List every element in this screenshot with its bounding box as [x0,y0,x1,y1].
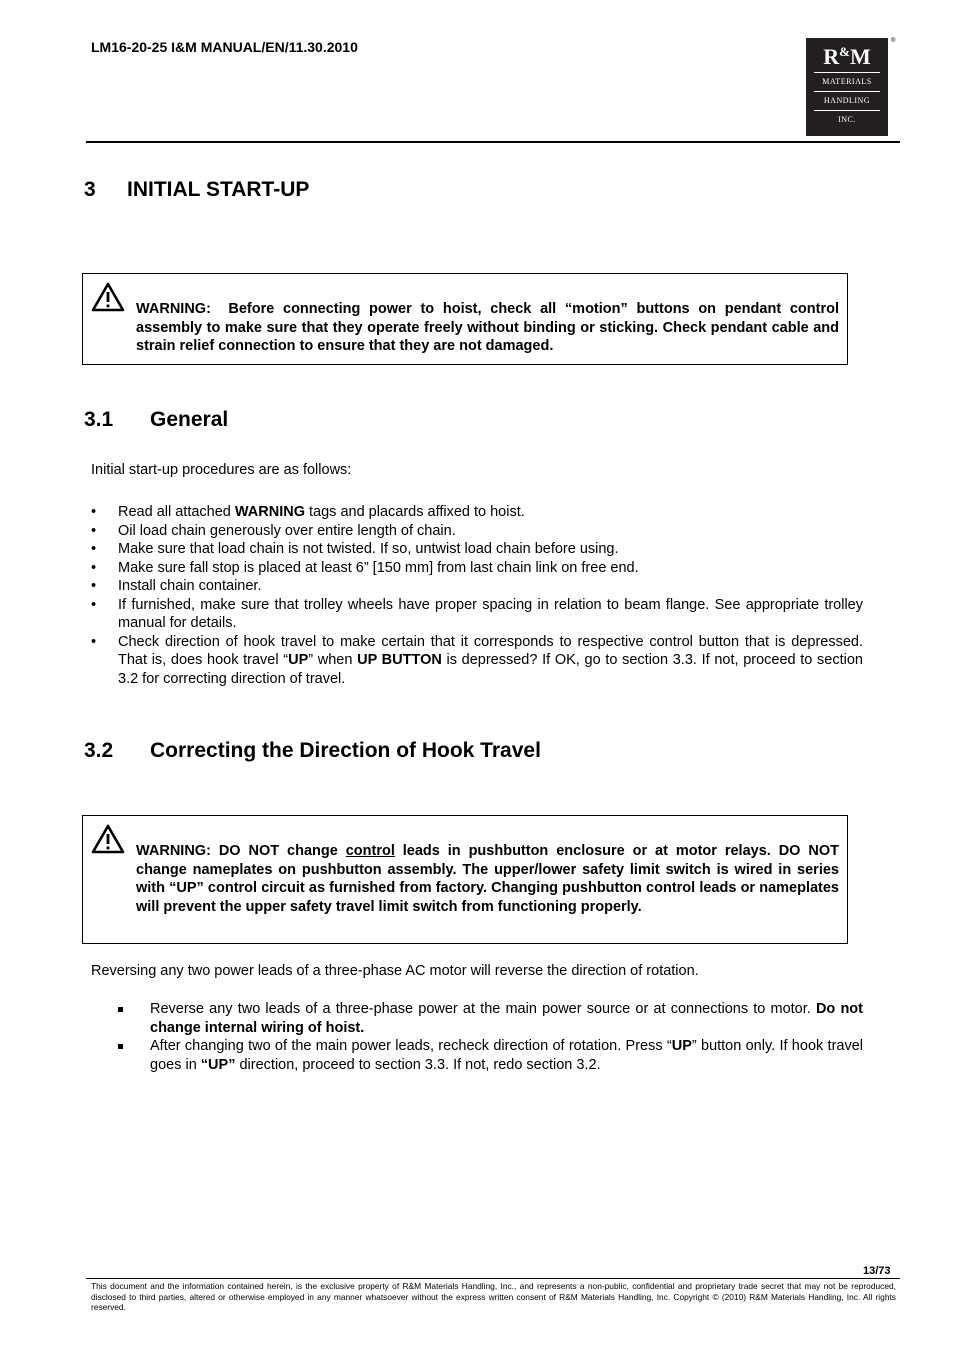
warning-box-control-leads [82,815,848,944]
warning-triangle-icon [91,824,125,854]
list-item: • Make sure that load chain is not twisted. If so, untwist load chain before using. [91,541,619,557]
startup-procedure-list [91,503,863,688]
warning-triangle-icon [91,282,125,312]
footer-divider [86,1278,900,1279]
list-item: • Install chain container. [91,578,262,594]
list-item: • Oil load chain generously over entire length of chain. [91,522,456,539]
list-item: • Read all attached WARNING tags and placards affixed to hoist. [91,504,525,520]
registered-mark: ® [891,38,896,44]
company-logo: R&M MATERIALS HANDLING INC. [806,38,888,136]
section-3-2-intro: Reversing any two power leads of a three-phase AC motor will reverse the direction of rotation. [91,963,699,979]
warning-text: WARNING: Before connecting power to hoist, check all “motion” buttons on pendant control assembly to make sure that they operate freely without binding or sticking. Check pendant cable and strain relief connection to ensure that they are not damaged. [136,301,839,354]
list-item: • If furnished, make sure that trolley wheels have proper spacing in relation to beam flange. See appropriate trolley manual for details. [91,596,863,631]
document-reference: LM16-20-25 I&M MANUAL/EN/11.30.2010 [91,39,358,55]
direction-correction-list [118,1000,863,1074]
list-item: After changing two of the main power leads, recheck direction of rotation. Press “UP” button only. If hook travel goes in “UP” direction, proceed to section 3.3. If not, redo section 3.2. [118,1037,863,1074]
page-number: 13/73 [863,1265,891,1277]
header-divider [86,141,900,143]
list-item: Reverse any two leads of a three-phase power at the main power source or at connections to motor. Do not change internal wiring of hoist. [118,1000,863,1037]
list-item: • Check direction of hook travel to make certain that it corresponds to respective control button that is depressed. That is, does hook travel “UP” when UP BUTTON is depressed? If OK, go to section 3.3. If not, proceed to section 3.2 for correcting direction of travel. [91,633,863,687]
list-item: • Make sure fall stop is placed at least 6” [150 mm] from last chain link on free end. [91,559,639,576]
legal-notice: This document and the information contained herein, is the exclusive property of R&M Materials Handling, Inc., and represents a non-public, confidential and proprietary trade secret that may not be reproduced, disclosed to third parties, altered or otherwise employed in any manner whatsoever without the express written consent of R&M Materials Handling, Inc. Copyright © (2010) R&M Materials Handling, Inc. All rights reserved. [91,1281,896,1312]
warning-text: WARNING: DO NOT change control leads in pushbutton enclosure or at motor relays. DO NOT change nameplates on pushbutton assembly. The upper/lower safety limit switch is wired in series with “UP” control circuit as furnished from factory. Changing pushbutton control leads or nameplates will prevent the upper safety travel limit switch from functioning properly. [136,843,839,915]
section-3-1-intro: Initial start-up procedures are as follows: [91,462,352,478]
warning-box-power [82,273,848,365]
